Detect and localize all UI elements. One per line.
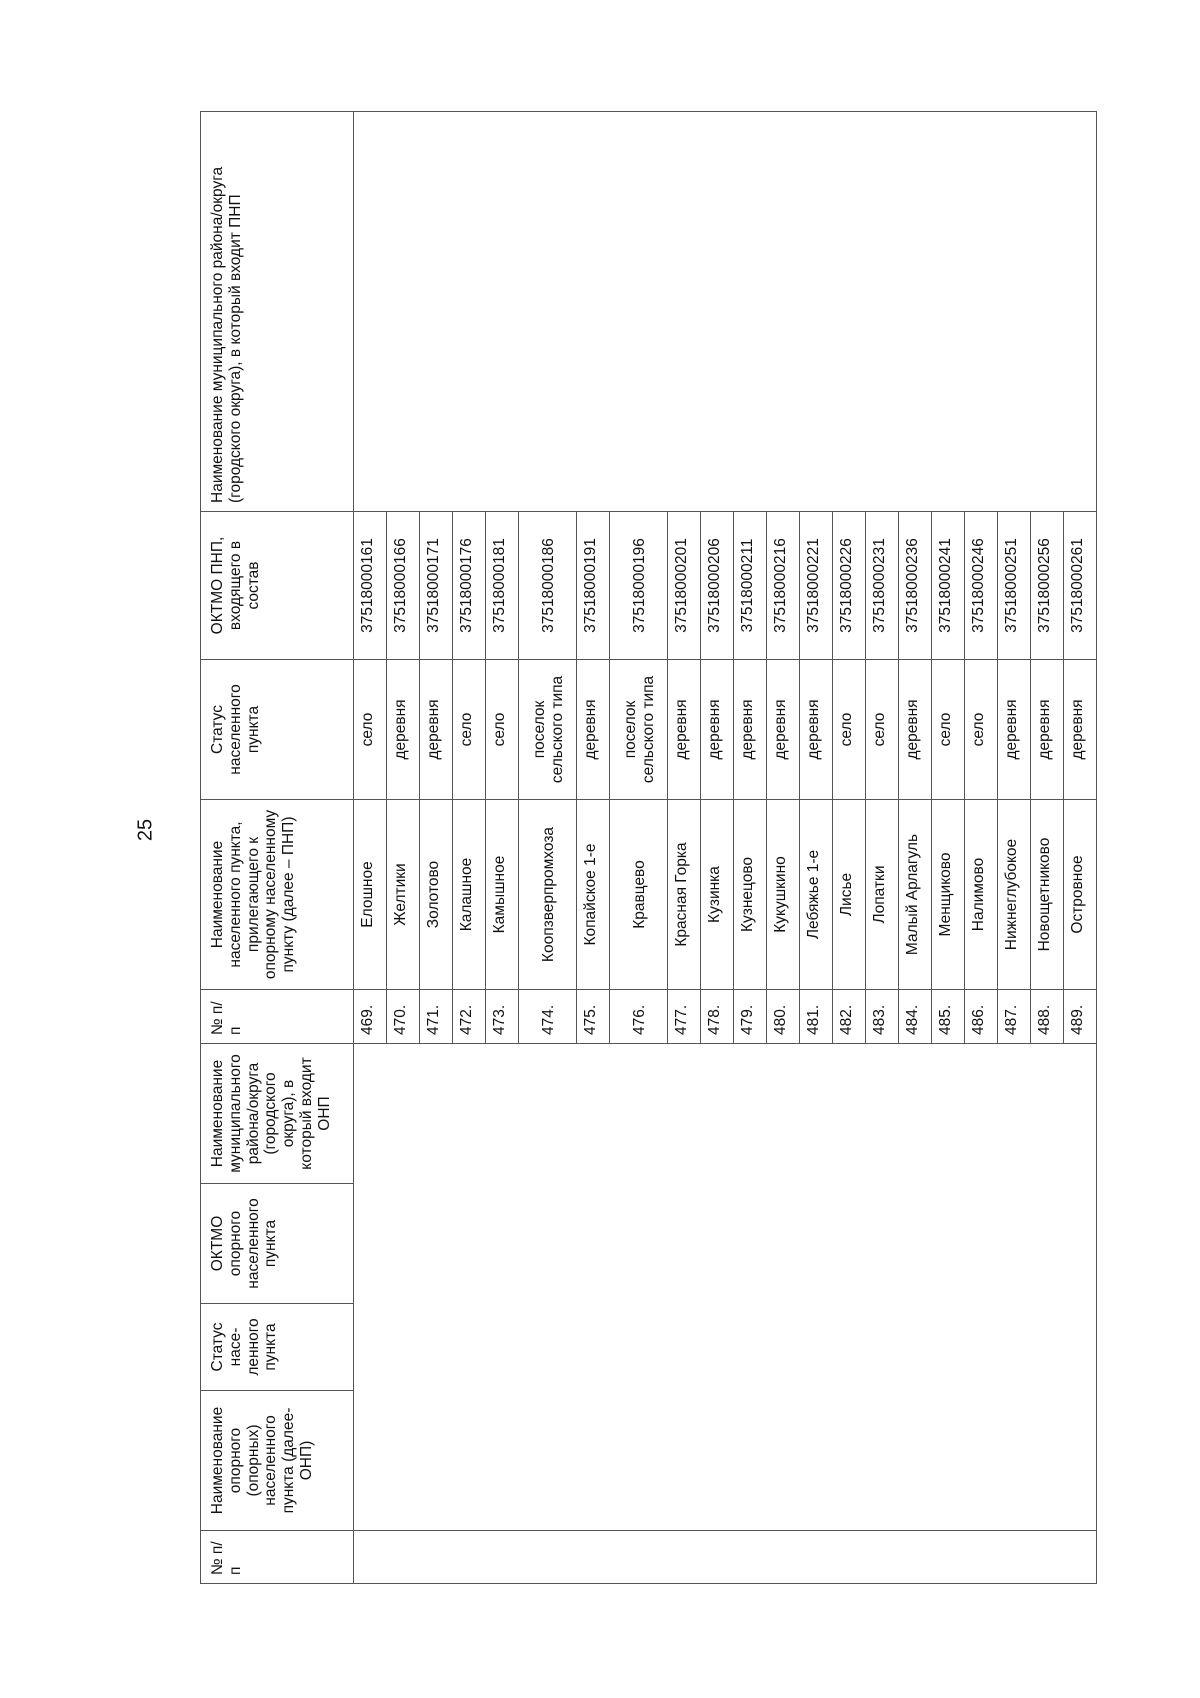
row-no: 482.: [833, 990, 866, 1044]
row-oktmo: 37518000211: [734, 512, 767, 660]
header-pnp-oktmo: ОКТМО ПНП, входящего в состав: [201, 512, 354, 660]
row-status: деревня: [577, 660, 610, 800]
row-name: Островное: [1064, 800, 1097, 990]
row-oktmo: 37518000236: [899, 512, 932, 660]
row-no: 471.: [420, 990, 453, 1044]
row-status: деревня: [767, 660, 800, 800]
row-name: Копайское 1-е: [577, 800, 610, 990]
row-oktmo: 37518000181: [486, 512, 519, 660]
row-no: 473.: [486, 990, 519, 1044]
row-oktmo: 37518000221: [800, 512, 833, 660]
row-status: село: [932, 660, 965, 800]
row-name: Кукушкино: [767, 800, 800, 990]
row-oktmo: 37518000216: [767, 512, 800, 660]
row-name: Лисье: [833, 800, 866, 990]
row-status: деревня: [387, 660, 420, 800]
row-status: село: [453, 660, 486, 800]
row-no: 487.: [998, 990, 1031, 1044]
row-name: Кузнецово: [734, 800, 767, 990]
row-name: Желтики: [387, 800, 420, 990]
table-row: [354, 112, 387, 1584]
row-status: деревня: [701, 660, 734, 800]
row-no: 489.: [1064, 990, 1097, 1044]
row-oktmo: 37518000246: [965, 512, 998, 660]
row-oktmo: 37518000161: [354, 512, 387, 660]
row-name: Лебяжье 1-е: [800, 800, 833, 990]
row-status: село: [486, 660, 519, 800]
row-no: 480.: [767, 990, 800, 1044]
header-pnp-name: Наименование населенного пункта, прилегающего к опорному населенному пункту (далее – ПНП): [201, 800, 354, 990]
page-number: 25: [134, 818, 157, 842]
header-onp-oktmo: ОКТМО опорного населенного пункта: [201, 1184, 354, 1304]
row-name: Нижнеглубокое: [998, 800, 1031, 990]
row-status: село: [965, 660, 998, 800]
row-status: деревня: [899, 660, 932, 800]
row-no: 476.: [610, 990, 668, 1044]
row-status: поселок сельского типа: [610, 660, 668, 800]
row-no: 469.: [354, 990, 387, 1044]
row-oktmo: 37518000176: [453, 512, 486, 660]
row-name: Кравцево: [610, 800, 668, 990]
row-oktmo: 37518000241: [932, 512, 965, 660]
row-name: Малый Арлагуль: [899, 800, 932, 990]
settlements-table-container: [200, 112, 1097, 1584]
header-onp-no: № п/п: [201, 1531, 354, 1584]
row-no: 479.: [734, 990, 767, 1044]
row-status: деревня: [734, 660, 767, 800]
row-name: Коопзверпромхоза: [519, 800, 577, 990]
onp-no-cell: [354, 1531, 1097, 1584]
header-pnp-no: № п/п: [201, 990, 354, 1044]
row-status: деревня: [1064, 660, 1097, 800]
header-onp-status: Статус насе-ленного пункта: [201, 1304, 354, 1391]
row-no: 485.: [932, 990, 965, 1044]
row-status: село: [866, 660, 899, 800]
row-no: 477.: [668, 990, 701, 1044]
header-onp-name: Наименование опорного (опорных) населенного пункта (далее- ОНП): [201, 1391, 354, 1531]
row-name: Лопатки: [866, 800, 899, 990]
row-oktmo: 37518000201: [668, 512, 701, 660]
row-oktmo: 37518000171: [420, 512, 453, 660]
row-status: деревня: [800, 660, 833, 800]
settlements-table: [200, 111, 1097, 1584]
row-status: село: [833, 660, 866, 800]
row-oktmo: 37518000206: [701, 512, 734, 660]
row-oktmo: 37518000256: [1031, 512, 1064, 660]
row-no: 478.: [701, 990, 734, 1044]
row-oktmo: 37518000226: [833, 512, 866, 660]
row-no: 481.: [800, 990, 833, 1044]
row-name: Менщиково: [932, 800, 965, 990]
row-name: Золотово: [420, 800, 453, 990]
row-status: поселок сельского типа: [519, 660, 577, 800]
row-oktmo: 37518000196: [610, 512, 668, 660]
row-no: 475.: [577, 990, 610, 1044]
row-oktmo: 37518000261: [1064, 512, 1097, 660]
row-status: деревня: [998, 660, 1031, 800]
row-status: деревня: [1031, 660, 1064, 800]
row-name: Калашное: [453, 800, 486, 990]
row-name: Елошное: [354, 800, 387, 990]
row-no: 488.: [1031, 990, 1064, 1044]
table-header-row: [201, 112, 354, 1584]
row-no: 486.: [965, 990, 998, 1044]
row-oktmo: 37518000186: [519, 512, 577, 660]
row-oktmo: 37518000231: [866, 512, 899, 660]
row-status: село: [354, 660, 387, 800]
onp-block-cell: [354, 1044, 1097, 1531]
row-oktmo: 37518000166: [387, 512, 420, 660]
row-no: 474.: [519, 990, 577, 1044]
row-name: Красная Горка: [668, 800, 701, 990]
row-name: Кузинка: [701, 800, 734, 990]
row-no: 470.: [387, 990, 420, 1044]
header-onp-district: Наименование муниципального района/округа (городского округа), в который входит ОНП: [201, 1044, 354, 1184]
pnp-district-cell: [354, 112, 1097, 512]
row-status: деревня: [668, 660, 701, 800]
row-no: 484.: [899, 990, 932, 1044]
row-no: 472.: [453, 990, 486, 1044]
row-status: деревня: [420, 660, 453, 800]
row-oktmo: 37518000191: [577, 512, 610, 660]
row-no: 483.: [866, 990, 899, 1044]
row-name: Камышное: [486, 800, 519, 990]
header-pnp-status: Статус населенного пункта: [201, 660, 354, 800]
row-oktmo: 37518000251: [998, 512, 1031, 660]
row-name: Налимово: [965, 800, 998, 990]
header-pnp-district: Наименование муниципального района/округа (городского округа), в который входит ПНП: [201, 112, 354, 512]
row-name: Новощетниково: [1031, 800, 1064, 990]
